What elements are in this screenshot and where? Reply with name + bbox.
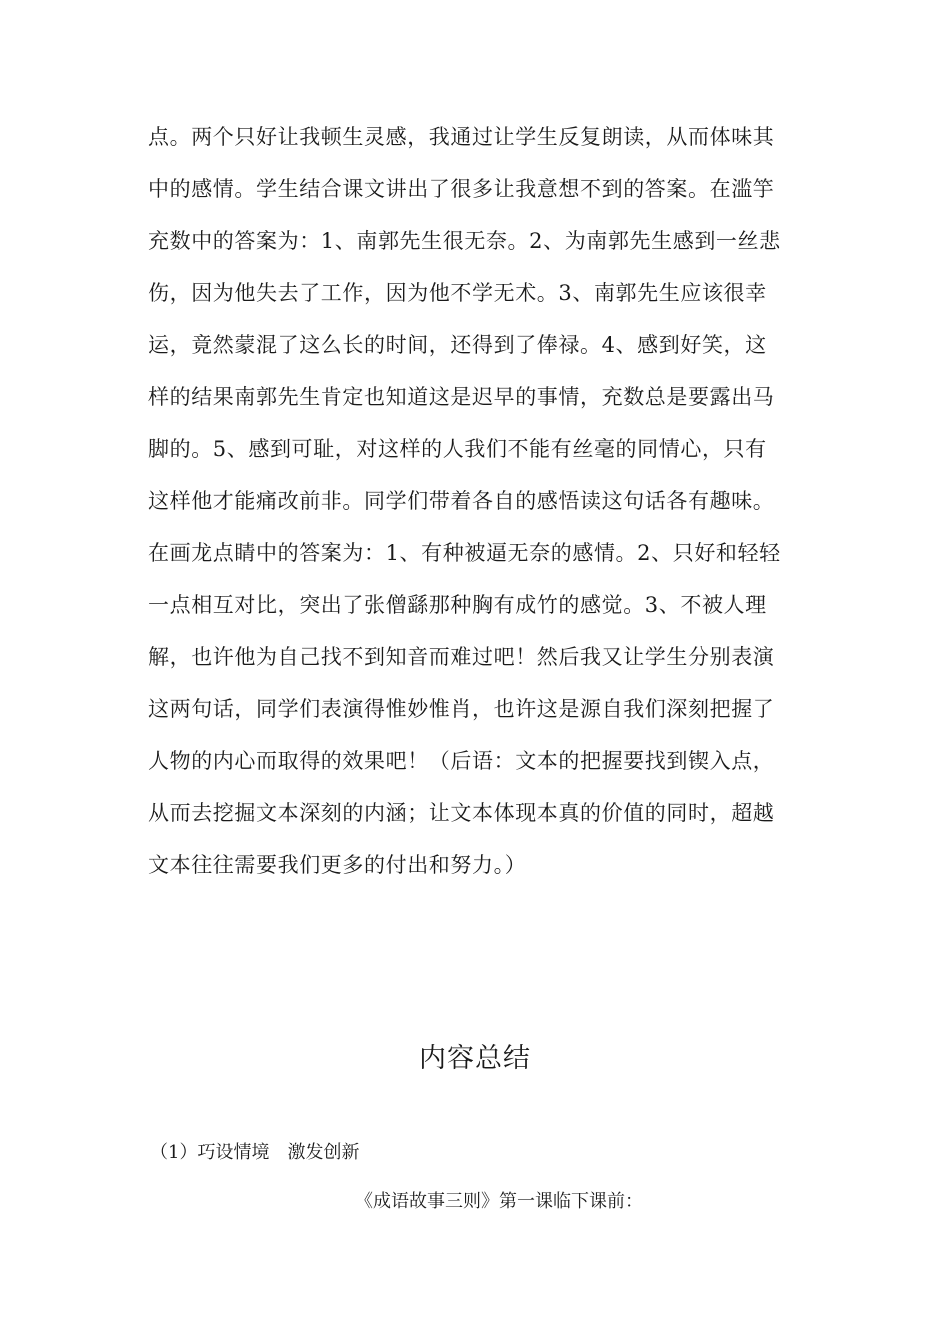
paragraph-line: 样的结果南郭先生肯定也知道这是迟早的事情，充数总是要露出马 bbox=[148, 385, 775, 409]
paragraph-line: 运，竟然蒙混了这么长的时间，还得到了俸禄。4、感到好笑，这 bbox=[148, 333, 767, 357]
paragraph-line: 这样他才能痛改前非。同学们带着各自的感悟读这句话各有趣味。 bbox=[148, 489, 775, 513]
paragraph-line: 这两句话，同学们表演得惟妙惟肖，也许这是源自我们深刻把握了 bbox=[148, 697, 775, 721]
paragraph-line: 从而去挖掘文本深刻的内涵；让文本体现本真的价值的同时，超越 bbox=[148, 801, 775, 825]
paragraph-line: 在画龙点睛中的答案为：1、有种被逼无奈的感情。2、只好和轻轻 bbox=[148, 541, 781, 565]
section-title: 内容总结 bbox=[419, 1043, 531, 1074]
paragraph-line: 解，也许他为自己找不到知音而难过吧！然后我又让学生分别表演 bbox=[148, 645, 775, 669]
paragraph-line: 人物的内心而取得的效果吧！（后语：文本的把握要找到锲入点， bbox=[148, 749, 775, 773]
subheading: （1）巧设情境 激发创新 bbox=[150, 1142, 360, 1163]
paragraph-line: 脚的。5、感到可耻，对这样的人我们不能有丝毫的同情心，只有 bbox=[148, 437, 767, 461]
subline-text: 《成语故事三则》第一课临下课前： bbox=[355, 1191, 643, 1212]
paragraph-line: 伤，因为他失去了工作，因为他不学无术。3、南郭先生应该很幸 bbox=[148, 281, 767, 305]
paragraph-line: 点。两个只好让我顿生灵感，我通过让学生反复朗读，从而体味其 bbox=[148, 125, 775, 149]
paragraph-line: 充数中的答案为：1、南郭先生很无奈。2、为南郭先生感到一丝悲 bbox=[148, 229, 781, 253]
paragraph-line: 中的感情。学生结合课文讲出了很多让我意想不到的答案。在滥竽 bbox=[148, 177, 775, 201]
paragraph-line: 一点相互对比，突出了张僧繇那种胸有成竹的感觉。3、不被人理 bbox=[148, 593, 767, 617]
paragraph-line: 文本往往需要我们更多的付出和努力。） bbox=[148, 853, 527, 877]
